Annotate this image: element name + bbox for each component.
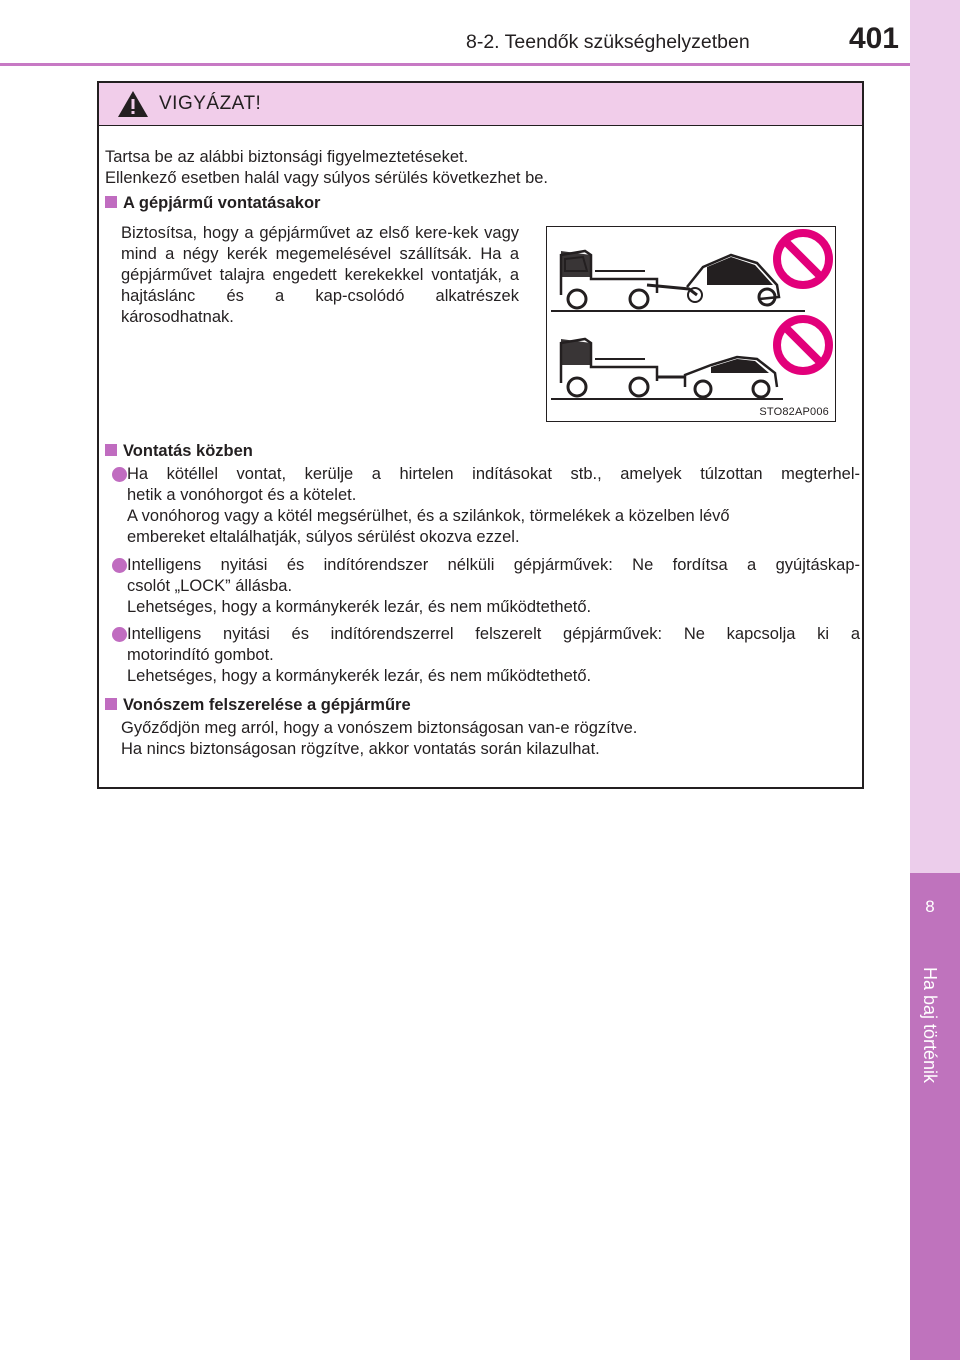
bullet-line: csolót „LOCK” állásba. [127, 577, 293, 595]
square-bullet-icon [105, 196, 117, 208]
tow-truck-diagram [547, 227, 835, 421]
bullet-line: Lehetséges, hogy a kormánykerék lezár, és nem működtethető. [127, 598, 592, 616]
intro-line: Ellenkező esetben halál vagy súlyos sérülés következhet be. [105, 169, 549, 187]
prohibition-icon [777, 319, 829, 371]
section-heading-during-towing: Vontatás közben [105, 441, 253, 462]
round-bullet-icon [112, 627, 127, 642]
caution-box [97, 81, 864, 789]
chapter-title: Ha baj történik [920, 967, 940, 1084]
round-bullet-icon [112, 467, 127, 482]
chapter-number: 8 [925, 897, 935, 916]
bullet-line: motorindító gombot. [127, 646, 274, 664]
towing-illustration [546, 226, 836, 422]
page-number: 401 [848, 22, 899, 55]
bullet-lead: Intelligens nyitási és indítórendszerrel felszerelt gépjárművek: Ne kapcsolja ki a [127, 625, 860, 643]
bullet-line: Lehetséges, hogy a kormánykerék lezár, és nem működtethető. [127, 667, 592, 685]
bullet-lead: Intelligens nyitási és indítórendszer nélküli gépjárművek: Ne fordítsa a gyújtáskap- [127, 556, 860, 574]
towing-paragraph: Biztosítsa, hogy a gépjárművet az első kere-kek vagy mind a négy kerék megemelésével szállítsák. Ha a gépjárművet talajra engedett kerekekkel vontatják, a hajtáslánc és a kap-csolódó alkatrészek károsodhatnak. [121, 224, 519, 326]
round-bullet-icon [112, 558, 127, 573]
text-line: Győződjön meg arról, hogy a vonószem biztonságosan van-e rögzítve. [121, 719, 638, 737]
text-line: Ha nincs biztonságosan rögzítve, akkor vontatás során kilazulhat. [121, 740, 600, 758]
section-title: 8-2. Teendők szükséghelyzetben [466, 31, 750, 53]
square-bullet-icon [105, 698, 117, 710]
bullet-line: embereket eltalálhatják, súlyos sérülést okozva ezzel. [127, 528, 520, 546]
bullet-lead: Ha kötéllel vontat, kerülje a hirtelen indításokat stb., amelyek túlzottan megterhel- [127, 465, 860, 483]
figure-code: STO82AP006 [759, 406, 829, 418]
section-heading-tow-eyelet: Vonószem felszerelése a gépjárműre [105, 695, 411, 716]
caution-title: VIGYÁZAT! [159, 93, 262, 114]
header-divider [0, 63, 910, 66]
caution-header [99, 83, 862, 126]
caution-intro [105, 147, 845, 189]
square-bullet-icon [105, 444, 117, 456]
bullet-line: hetik a vonóhorgot és a kötelet. [127, 486, 357, 504]
warning-triangle-icon [117, 90, 149, 118]
prohibition-icon [777, 233, 829, 285]
bullet-line: A vonóhorog vagy a kötél megsérülhet, és a szilánkok, törmelékek a közelben lévő [127, 507, 730, 525]
chapter-tab [910, 873, 960, 1360]
section-heading-towing: A gépjármű vontatásakor [105, 193, 320, 214]
tow-eyelet-text [121, 718, 856, 760]
intro-line: Tartsa be az alábbi biztonsági figyelmeztetéseket. [105, 148, 469, 166]
